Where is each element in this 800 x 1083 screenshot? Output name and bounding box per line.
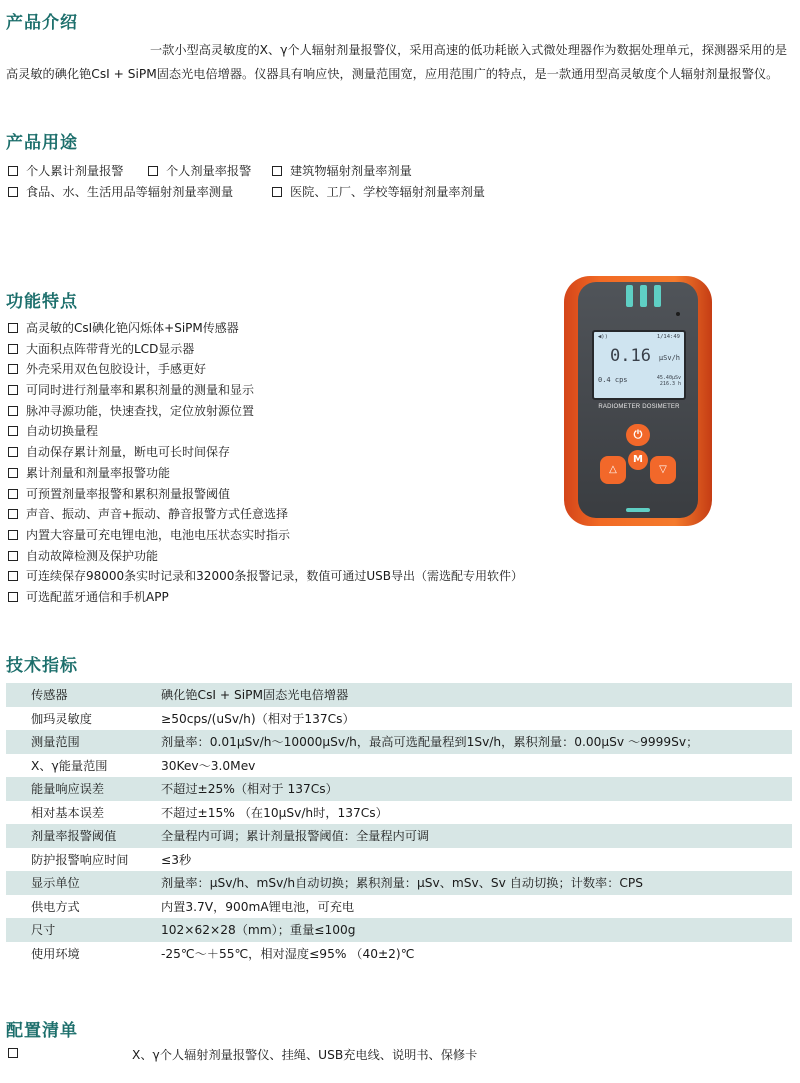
- intro-title: 产品介绍: [6, 13, 78, 33]
- features-title: 功能特点: [6, 292, 78, 312]
- feature-item-label: 自动切换量程: [26, 424, 99, 439]
- checkbox-icon: [8, 551, 18, 561]
- spec-value: 不超过±25%（相对于 137Cs）: [134, 777, 792, 801]
- spec-value: 内置3.7V，900mA锂电池，可充电: [161, 899, 355, 914]
- specs-title: 技术指标: [6, 656, 78, 676]
- checkbox-icon: [8, 426, 18, 436]
- checkbox-icon: [8, 509, 18, 519]
- dosimeter-device-image: [560, 272, 718, 530]
- device-stripe: [640, 285, 647, 307]
- usage-item: [272, 162, 412, 179]
- checkbox-icon: [8, 530, 18, 540]
- feature-item: [8, 442, 523, 463]
- device-stripes: [626, 285, 690, 307]
- device-label: RADIOMETER DOSIMETER: [598, 404, 680, 410]
- feature-list: [8, 318, 523, 608]
- screen-dose-rate: 0.16: [610, 346, 651, 366]
- feature-item: [8, 546, 523, 567]
- device-face: [578, 282, 698, 518]
- spec-row: [6, 730, 792, 754]
- device-usb-slot: [626, 508, 650, 512]
- checkbox-icon: [8, 1048, 18, 1058]
- intro-line-2: 高灵敏的碘化铯CsI + SiPM固态光电倍增器。仪器具有响应快，测量范围宽，应用范围广的特点，是一款通用型高灵敏度个人辐射剂量报警仪。: [6, 67, 779, 81]
- spec-key: 尺寸: [6, 918, 134, 942]
- feature-item-label: 自动故障检测及保护功能: [26, 548, 159, 563]
- checkbox-icon: [148, 166, 158, 176]
- checkbox-icon: [8, 166, 18, 176]
- signal-icon: ◀)): [598, 334, 608, 340]
- checkbox-icon: [8, 344, 18, 354]
- feature-item: [8, 566, 523, 587]
- spec-key: 剂量率报警阈值: [6, 824, 134, 848]
- feature-item: [8, 359, 523, 380]
- spec-value: 不超过±15% （在10μSv/h时，137Cs）: [161, 805, 388, 820]
- screen-unit: μSv/h: [658, 354, 680, 362]
- config-title: 配置清单: [6, 1021, 78, 1041]
- usage-item-label: 个人剂量率报警: [166, 164, 252, 178]
- spec-row: [6, 801, 792, 825]
- spec-key: 能量响应误差: [6, 777, 134, 801]
- spec-key: 测量范围: [6, 730, 134, 754]
- usage-title: 产品用途: [6, 133, 78, 153]
- feature-item: [8, 380, 523, 401]
- intro-paragraph: [6, 38, 796, 86]
- feature-item-label: 高灵敏的CsI碘化铯闪烁体+SiPM传感器: [26, 321, 239, 335]
- feature-item-label: 累计剂量和剂量率报警功能: [26, 465, 171, 480]
- screen-accumulated: [657, 375, 681, 387]
- feature-item: [8, 401, 523, 422]
- feature-item-label: 声音、振动、声音+振动、静音报警方式任意选择: [26, 507, 289, 522]
- spec-value: 30Kev～3.0Mev: [161, 758, 256, 773]
- device-lcd-screen: [592, 330, 686, 400]
- spec-row: [6, 848, 792, 872]
- config-item: [8, 1046, 478, 1062]
- spec-value: ≤3秒: [161, 852, 192, 867]
- usage-item-label: 食品、水、生活用品等辐射剂量率测量: [26, 185, 234, 199]
- screen-cps: 0.4 cps: [598, 376, 628, 384]
- screen-time: 1/14:49: [656, 334, 680, 340]
- checkbox-icon: [8, 592, 18, 602]
- usage-item-label: 个人累计剂量报警: [26, 164, 124, 178]
- spec-value: 剂量率：0.01μSv/h～10000μSv/h，最高可选配量程到1Sv/h，累积剂量：0.00μSv ～9999Sv；: [134, 730, 792, 754]
- checkbox-icon: [8, 364, 18, 374]
- spec-row: [6, 895, 792, 919]
- spec-key: 供电方式: [31, 899, 80, 914]
- feature-item: [8, 587, 523, 608]
- feature-item: [8, 339, 523, 360]
- usage-item: [8, 162, 124, 179]
- power-icon: ⏻: [626, 424, 650, 446]
- feature-item-label: 内置大容量可充电锂电池，电池电压状态实时指示: [26, 527, 291, 542]
- checkbox-icon: [272, 187, 282, 197]
- feature-item-label: 可预置剂量率报警和累积剂量报警阈值: [26, 486, 231, 501]
- checkbox-icon: [8, 571, 18, 581]
- spec-value: ≥50cps/(uSv/h)（相对于137Cs）: [161, 711, 355, 726]
- spec-key: 防护报警响应时间: [31, 852, 129, 867]
- spec-row: [6, 777, 792, 801]
- checkbox-icon: [8, 385, 18, 395]
- checkbox-icon: [8, 323, 18, 333]
- spec-value: -25℃～＋55℃，相对湿度≤95% （40±2)℃: [161, 946, 415, 961]
- spec-key: 伽玛灵敏度: [31, 711, 92, 726]
- screen-accumulated-dose: 45.40μSv: [656, 375, 681, 381]
- spec-key: 显示单位: [6, 871, 134, 895]
- checkbox-icon: [8, 489, 18, 499]
- usage-item-label: 医院、工厂、学校等辐射剂量率剂量: [290, 185, 485, 199]
- feature-item: [8, 318, 523, 339]
- checkbox-icon: [8, 406, 18, 416]
- checkbox-icon: [8, 187, 18, 197]
- spec-value: 剂量率：μSv/h、mSv/h自动切换；累积剂量：μSv、mSv、Sv 自动切换；计数率：CPS: [134, 871, 792, 895]
- spec-key: 传感器: [6, 683, 134, 707]
- feature-item-label: 脉冲寻源功能，快速查找，定位放射源位置: [26, 403, 255, 418]
- feature-item-label: 大面积点阵带背光的LCD显示器: [26, 341, 195, 356]
- feature-item-label: 外壳采用双色包胶设计，手感更好: [26, 362, 207, 377]
- checkbox-icon: [8, 447, 18, 457]
- down-arrow-icon: ▽: [650, 456, 676, 484]
- feature-item: [8, 525, 523, 546]
- checkbox-icon: [272, 166, 282, 176]
- spec-table: [6, 683, 792, 965]
- menu-button-icon: M: [628, 450, 648, 470]
- feature-item-label: 可同时进行剂量率和累积剂量的测量和显示: [26, 383, 255, 398]
- usage-item: [8, 183, 233, 200]
- intro-line-1: 一款小型高灵敏度的X、γ个人辐射剂量报警仪，采用高速的低功耗嵌入式微处理器作为数据处理单元，探测器采用的是: [150, 43, 788, 57]
- spec-row: [6, 707, 792, 731]
- spec-row: [6, 683, 792, 707]
- usage-item: [272, 183, 485, 200]
- feature-item: [8, 484, 523, 505]
- usage-item: [148, 162, 251, 179]
- feature-item-label: 可选配蓝牙通信和手机APP: [26, 589, 169, 604]
- feature-item: [8, 421, 523, 442]
- feature-item: [8, 463, 523, 484]
- device-stripe: [626, 285, 633, 307]
- spec-key: 相对基本误差: [31, 805, 105, 820]
- spec-row: [6, 918, 792, 942]
- usage-item-label: 建筑物辐射剂量率剂量: [290, 164, 412, 178]
- device-stripe: [654, 285, 661, 307]
- spec-row: [6, 871, 792, 895]
- spec-value: 102×62×28（mm）；重量≤100g: [134, 918, 792, 942]
- usage-row-1: [8, 162, 608, 182]
- up-arrow-icon: △: [600, 456, 626, 484]
- spec-row: [6, 824, 792, 848]
- screen-accumulated-time: 216.3 h: [659, 381, 681, 387]
- config-item-text: X、γ个人辐射剂量报警仪、挂绳、USB充电线、说明书、保修卡: [132, 1048, 478, 1062]
- spec-key: X、γ能量范围: [31, 758, 108, 773]
- usage-row-2: [8, 183, 608, 203]
- checkbox-icon: [8, 468, 18, 478]
- spec-value: 全量程内可调；累计剂量报警阈值：全量程内可调: [134, 824, 792, 848]
- spec-row: [6, 754, 792, 778]
- spec-key: 使用环境: [31, 946, 80, 961]
- spec-row: [6, 942, 792, 966]
- feature-item: [8, 504, 523, 525]
- device-sensor-dot: [676, 312, 680, 316]
- feature-item-label: 可连续保存98000条实时记录和32000条报警记录，数值可通过USB导出（需选配专用软件）: [26, 569, 523, 584]
- spec-value: 碘化铯CsI + SiPM固态光电倍增器: [134, 683, 792, 707]
- feature-item-label: 自动保存累计剂量，断电可长时间保存: [26, 445, 231, 460]
